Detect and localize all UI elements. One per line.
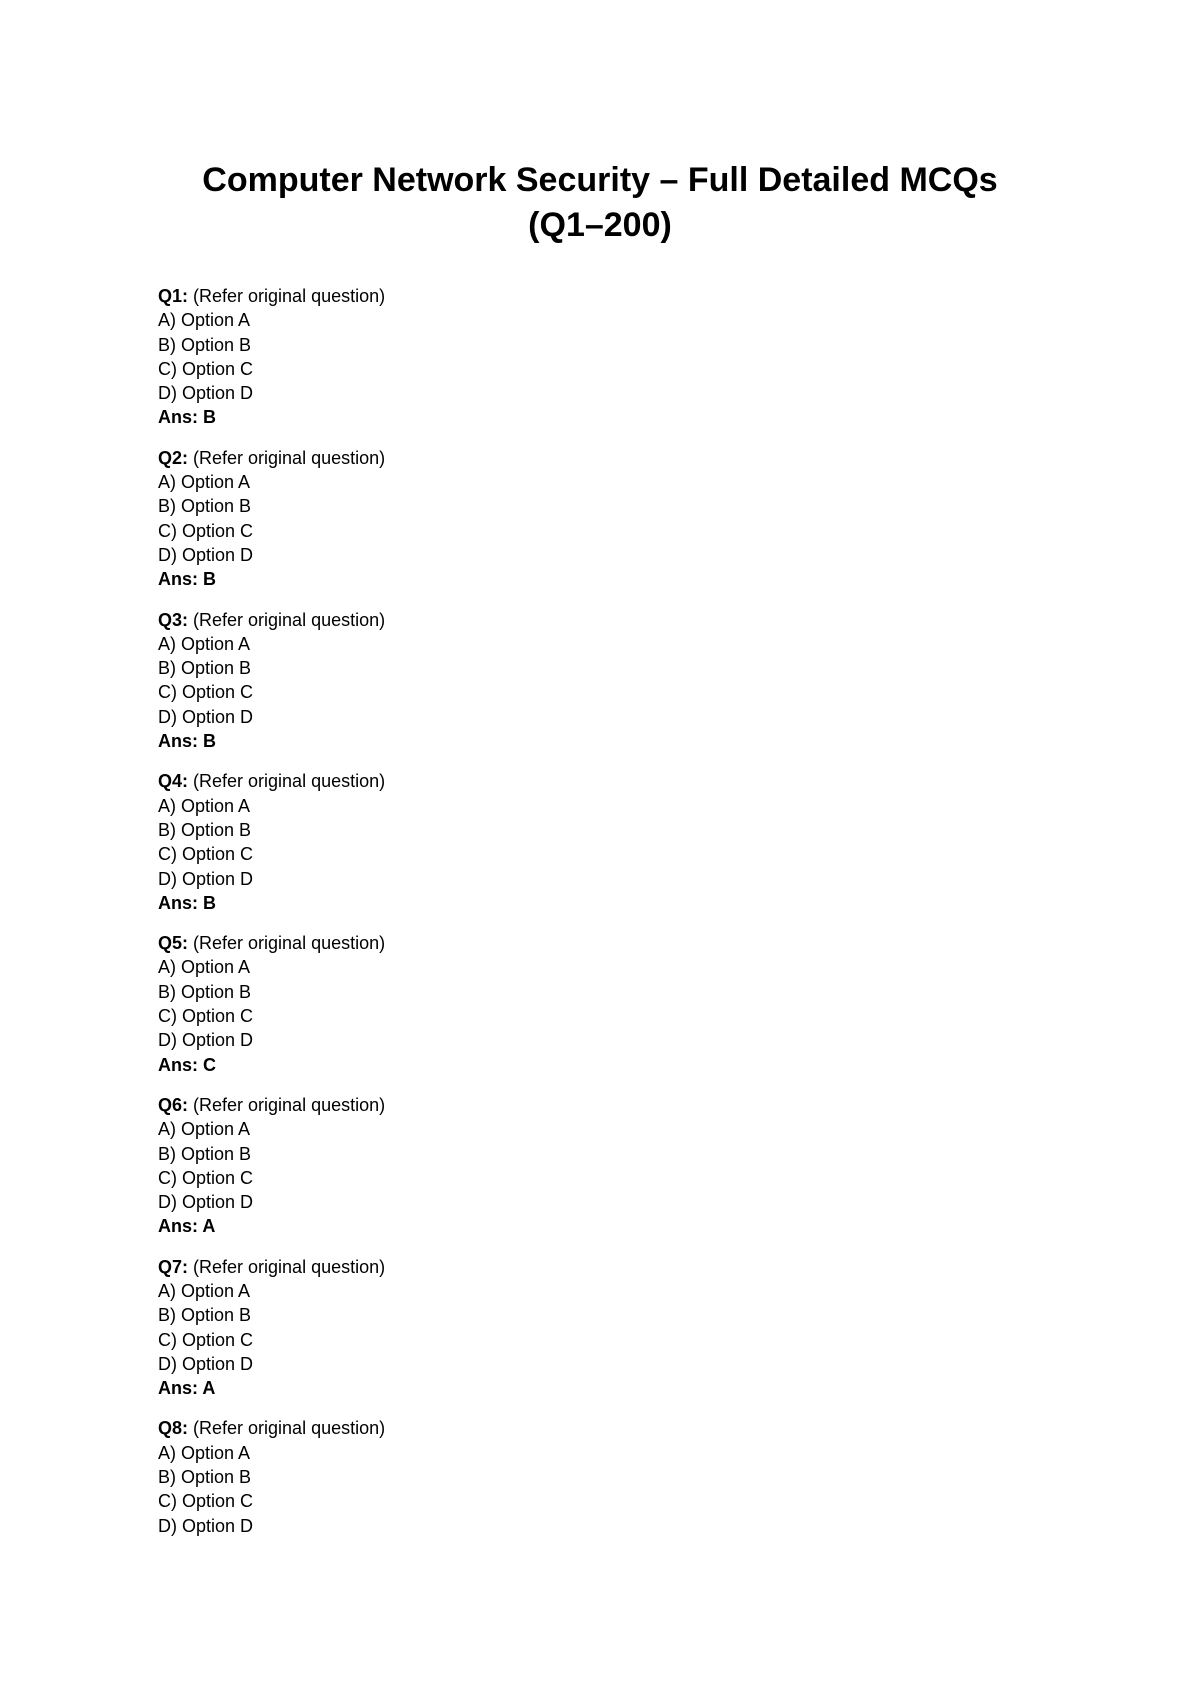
question-line [158, 769, 1058, 793]
option-d: D) Option D [158, 1030, 254, 1051]
option-b: B) Option B [158, 496, 252, 517]
answer-line: Ans: B [158, 892, 216, 913]
question-line [158, 608, 1058, 632]
option-d: D) Option D [158, 868, 254, 889]
question-list [158, 284, 1058, 1554]
question-number: Q6: [158, 1094, 189, 1115]
option-d: D) Option D [158, 1515, 254, 1536]
option-b: B) Option B [158, 1467, 252, 1488]
option-b: B) Option B [158, 658, 252, 679]
option-d: D) Option D [158, 706, 254, 727]
question-number: Q2: [158, 447, 189, 468]
option-c: C) Option C [158, 520, 254, 541]
answer-line: Ans: C [158, 1054, 216, 1075]
option-d: D) Option D [158, 383, 254, 404]
question-block [158, 446, 1058, 592]
option-b: B) Option B [158, 1305, 252, 1326]
option-d: D) Option D [158, 1192, 254, 1213]
question-line [158, 1093, 1058, 1117]
option-c: C) Option C [158, 1491, 254, 1512]
option-a: A) Option A [158, 795, 251, 816]
option-c: C) Option C [158, 1167, 254, 1188]
question-text: (Refer original question) [188, 447, 386, 468]
question-line [158, 284, 1058, 308]
option-a: A) Option A [158, 1280, 251, 1301]
option-c: C) Option C [158, 1006, 254, 1027]
question-line [158, 931, 1058, 955]
question-block [158, 1093, 1058, 1239]
question-line [158, 1255, 1058, 1279]
answer-line: Ans: B [158, 407, 216, 428]
option-d: D) Option D [158, 544, 254, 565]
question-text: (Refer original question) [188, 1418, 386, 1439]
option-a: A) Option A [158, 957, 251, 978]
question-number: Q1: [158, 286, 189, 306]
question-text: (Refer original question) [188, 771, 386, 792]
answer-line: Ans: B [158, 731, 216, 752]
answer-line: Ans: B [158, 569, 216, 590]
option-a: A) Option A [158, 1119, 251, 1140]
question-block [158, 608, 1058, 754]
option-c: C) Option C [158, 358, 254, 379]
question-text: (Refer original question) [188, 286, 386, 306]
question-text: (Refer original question) [188, 933, 386, 954]
question-text: (Refer original question) [188, 609, 386, 630]
question-number: Q8: [158, 1418, 189, 1439]
option-c: C) Option C [158, 844, 254, 865]
option-b: B) Option B [158, 981, 252, 1002]
answer-line: Ans: A [158, 1378, 216, 1399]
option-a: A) Option A [158, 310, 251, 331]
question-number: Q5: [158, 933, 189, 954]
option-b: B) Option B [158, 819, 252, 840]
page-title [0, 158, 1200, 248]
question-line [158, 1416, 1058, 1440]
title-line-1: Computer Network Security – Full Detailed MCQs [202, 161, 998, 199]
title-line-2: (Q1–200) [528, 206, 672, 244]
question-line [158, 446, 1058, 470]
option-a: A) Option A [158, 472, 251, 493]
question-number: Q4: [158, 771, 189, 792]
question-number: Q7: [158, 1256, 189, 1277]
question-text: (Refer original question) [188, 1094, 386, 1115]
option-a: A) Option A [158, 1442, 251, 1463]
option-b: B) Option B [158, 1143, 252, 1164]
option-c: C) Option C [158, 682, 254, 703]
question-block [158, 1416, 1058, 1537]
question-text: (Refer original question) [188, 1256, 386, 1277]
option-a: A) Option A [158, 633, 251, 654]
question-block [158, 284, 1058, 430]
question-block [158, 931, 1058, 1077]
option-d: D) Option D [158, 1353, 254, 1374]
answer-line: Ans: A [158, 1216, 216, 1237]
question-block [158, 1255, 1058, 1401]
option-c: C) Option C [158, 1329, 254, 1350]
option-b: B) Option B [158, 334, 252, 355]
question-number: Q3: [158, 609, 189, 630]
question-block [158, 769, 1058, 915]
